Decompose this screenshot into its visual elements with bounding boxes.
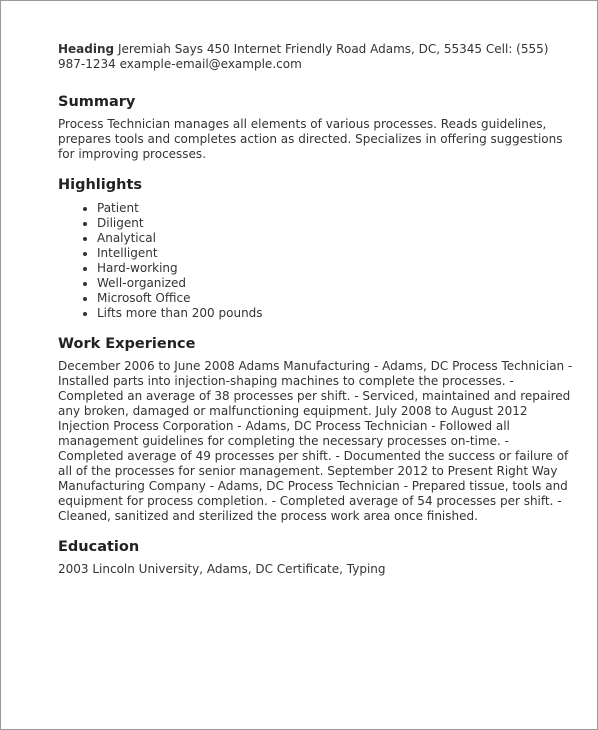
resume-content — [58, 42, 578, 577]
highlights-title: Highlights — [58, 177, 143, 193]
work-experience-text: December 2006 to June 2008 Adams Manufacturing - Adams, DC Process Technician - Installed parts into injection-shaping machines to complete the processes. - Completed an average of 38 processes per shift. - Serviced, maintained and repaired any broken, damaged or malfunctioning equipment. July 2008 to August 2012 Injection Process Corporation - Adams, DC Process Technician - Followed all management guidelines for completing the necessary processes on-time. - Completed average of 49 processes per shift. - Documented the success or failure of all of the processes for senior management. September 2012 to Present Right Way Manufacturing Company - Adams, DC Process Technician - Prepared tissue, tools and equipment for process completion. - Completed average of 54 processes per shift. - Cleaned, sanitized and sterilized the process work area once finished. — [58, 359, 573, 523]
highlight-item: • Lifts more than 200 pounds — [97, 306, 578, 321]
contact-heading — [58, 42, 578, 72]
summary-text: Process Technician manages all elements of various processes. Reads guidelines, prepares tools and completes action as directed. Specializes in offering suggestions for improving processes. — [58, 117, 563, 161]
contact-details: Jeremiah Says 450 Internet Friendly Road Adams, DC, 55345 Cell: (555) 987-1234 example-email@example.com — [58, 42, 549, 71]
work-experience-title: Work Experience — [58, 336, 196, 352]
education-title: Education — [58, 539, 140, 555]
highlight-item: • Well-organized — [97, 276, 578, 291]
highlights-list — [58, 201, 578, 321]
highlight-item: • Hard-working — [97, 261, 578, 276]
heading-label: Heading — [58, 42, 115, 56]
highlight-item: • Patient — [97, 201, 578, 216]
highlight-item: • Analytical — [97, 231, 578, 246]
summary-title: Summary — [58, 94, 136, 110]
education-text: 2003 Lincoln University, Adams, DC Certificate, Typing — [58, 562, 386, 576]
highlight-item: • Diligent — [97, 216, 578, 231]
highlight-item: • Microsoft Office — [97, 291, 578, 306]
highlight-item: • Intelligent — [97, 246, 578, 261]
